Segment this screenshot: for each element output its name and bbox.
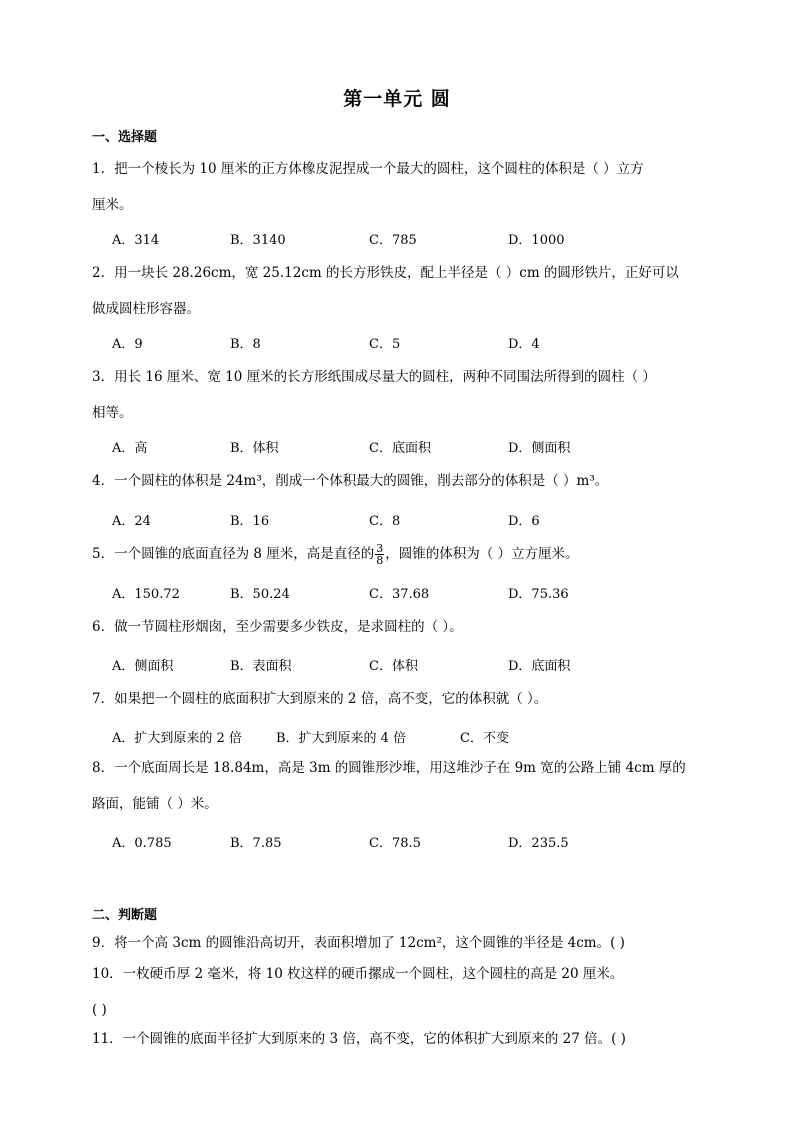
option-c: C．8 [369,514,401,529]
option-d: D．6 [508,514,540,529]
question-text-start: 5．一个圆锥的底面直径为 8 厘米，高是直径的 [92,546,375,562]
option-a: A．0.785 [112,836,172,851]
option-b: B．表面积 [230,659,292,674]
question-2 [92,255,722,327]
fraction-denominator: 8 [376,554,384,567]
fraction [375,543,384,566]
question-text: 11．一个圆锥的底面半径扩大到原来的 3 倍，高不变，它的体积扩大到原来的 27 倍。( ) [92,1031,626,1047]
question-text-continued: 相等。 [92,405,133,421]
question-text-continued: 做成圆柱形容器。 [92,301,200,317]
section-heading-choice: 一、选择题 [92,130,158,145]
fraction-numerator: 3 [376,542,384,555]
option-b: B．50.24 [230,587,290,602]
option-c: C．底面积 [369,441,431,456]
option-a: A．扩大到原来的 2 倍 [112,731,242,746]
question-text: 4．一个圆柱的体积是 24m³，削成一个体积最大的圆锥，削去部分的体积是（ ）m³。 [92,473,609,489]
option-b: B．扩大到原来的 4 倍 [276,731,407,746]
option-d: D．4 [508,337,540,352]
question-text: 8．一个底面周长是 18.84m，高是 3m 的圆锥形沙堆，用这堆沙子在 9m 宽的公路上铺 4cm 厚的 [92,760,686,776]
question-4 [92,463,722,499]
question-3 [92,359,722,431]
option-a: A．150.72 [112,587,180,602]
question-1 [92,151,722,223]
option-d: D．侧面积 [508,441,571,456]
question-text-end: ，圆锥的体积为（ ）立方厘米。 [385,546,579,562]
question-text: 3．用长 16 厘米、宽 10 厘米的长方形纸围成尽量大的圆柱，两种不同围法所得到的圆柱（ ） [92,369,656,385]
option-b: B．7.85 [230,836,282,851]
question-text: 1．把一个棱长为 10 厘米的正方体橡皮泥捏成一个最大的圆柱，这个圆柱的体积是（ ）立方 [92,161,644,177]
question-11 [92,1021,722,1057]
question-text [92,536,722,572]
question-text: 2．用一块长 28.26cm，宽 25.12cm 的长方形铁皮，配上半径是（ ）cm 的圆形铁片，正好可以 [92,265,679,281]
section-heading-judgment: 二、判断题 [92,908,158,923]
option-d: D．75.36 [508,587,569,602]
question-7 [92,681,722,717]
question-text: 7．如果把一个圆柱的底面积扩大到原来的 2 倍，高不变，它的体积就（ ）。 [92,691,548,707]
option-d: D．底面积 [508,659,571,674]
option-c: C．体积 [369,659,418,674]
page-title: 第一单元 圆 [343,88,451,110]
option-c: C．5 [369,337,401,352]
question-text: 9．将一个高 3cm 的圆锥沿高切开，表面积增加了 12cm²，这个圆锥的半径是 4cm。( ) [92,935,625,951]
option-c: C．78.5 [369,836,421,851]
option-b: B．8 [230,337,261,352]
option-a: A．24 [112,514,151,529]
question-text: 10．一枚硬币厚 2 毫米，将 10 枚这样的硬币摞成一个圆柱，这个圆柱的高是 20 厘米。 [92,966,624,982]
question-10 [92,956,722,1028]
option-d: D．1000 [508,233,565,248]
option-b: B．16 [230,514,270,529]
option-a: A．9 [112,337,143,352]
question-5 [92,536,722,572]
option-b: B．3140 [230,233,286,248]
question-8 [92,750,722,822]
question-text-continued: 厘米。 [92,197,133,213]
option-a: A．侧面积 [112,659,174,674]
option-c: C．不变 [460,731,509,746]
question-6 [92,609,722,645]
question-text: 6．做一节圆柱形烟囱，至少需要多少铁皮，是求圆柱的（ ）。 [92,619,463,635]
question-text-continued: 路面，能铺（ ）米。 [92,796,218,812]
option-a: A．高 [112,441,148,456]
option-d: D．235.5 [508,836,569,851]
option-c: C．37.68 [369,587,430,602]
option-c: C．785 [369,233,417,248]
answer-blank: ( ) [92,1002,107,1018]
option-a: A．314 [112,233,160,248]
option-b: B．体积 [230,441,279,456]
